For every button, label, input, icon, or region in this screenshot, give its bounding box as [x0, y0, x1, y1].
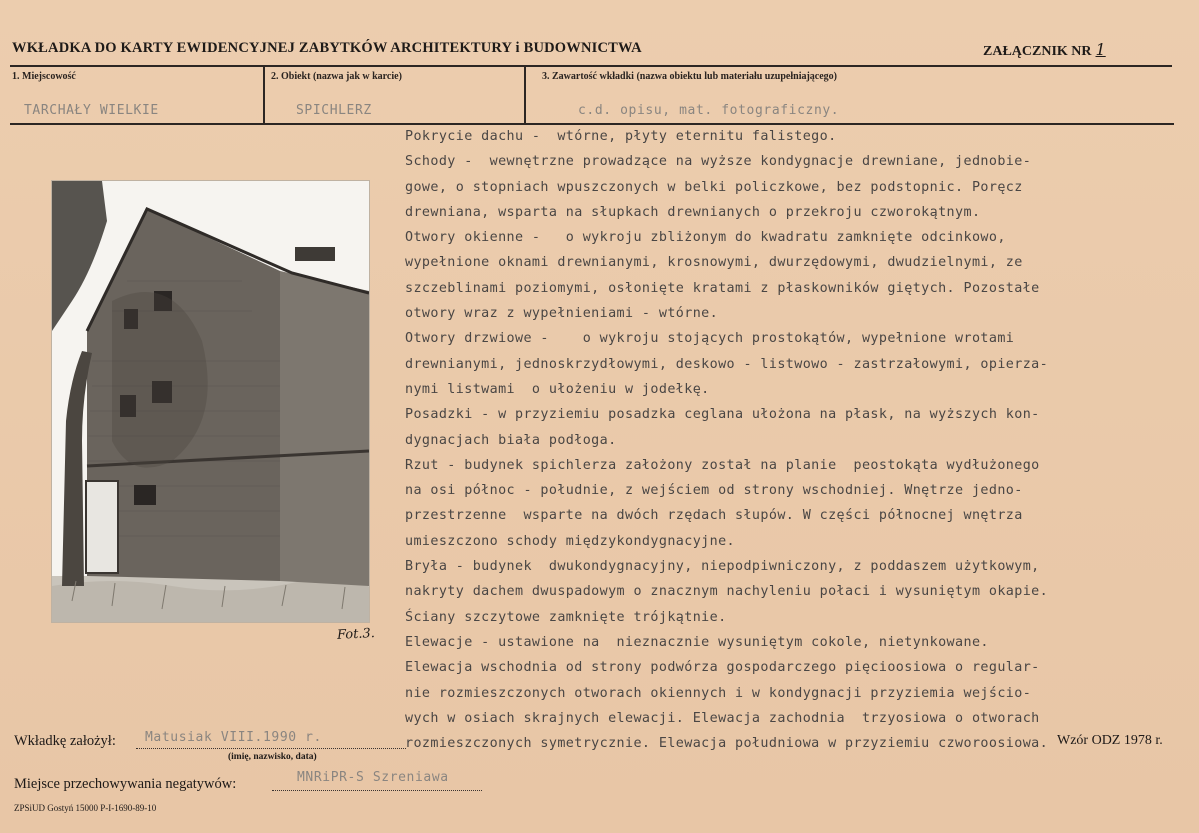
description-line: na osi północ - południe, z wejściem od strony wschodniej. Wnętrze jedno- — [405, 483, 1023, 499]
content-label: 3. Zawartość wkładki (nazwa obiektu lub materiału uzupełniającego) — [542, 71, 838, 82]
card-title: WKŁADKA DO KARTY EWIDENCYJNEJ ZABYTKÓW ARCHITEKTURY i BUDOWNICTWA — [12, 40, 642, 56]
annex-number: 1 — [1095, 40, 1106, 59]
description-line: Pokrycie dachu - wtórne, płyty eternitu falistego. — [405, 129, 837, 144]
storage-value: MNRiPR-S Szreniawa — [297, 770, 449, 785]
description-line: nie rozmieszczonych otworach okiennych i w kondygnacji przyziemia wejścio- — [405, 685, 1032, 701]
description-line: Schody - wewnętrzne prowadzące na wyższe kondygnacje drewniane, jednobie- — [405, 154, 1032, 170]
storage-label: Miejsce przechowywania negatywów: — [14, 776, 237, 792]
description-line: Otwory okienne - o wykroju zbliżonym do kwadratu zamknięte odcinkowo, — [405, 230, 1006, 246]
description-line: drewniana, wsparta na słupkach drewnianych o przekroju czworokątnym. — [405, 204, 981, 220]
description-line: wych w osiach skrajnych elewacji. Elewacja zachodnia trzyosiowa o otworach — [405, 710, 1040, 726]
description-line: dygnacjach biała podłoga. — [405, 432, 617, 448]
description-line: przestrzenne wsparte na dwóch rzędach słupów. W części północnej wnętrza — [405, 508, 1023, 524]
template-info: Wzór ODZ 1978 r. — [1057, 733, 1163, 748]
author-value: Matusiak VIII.1990 r. — [145, 730, 322, 745]
place-value: TARCHAŁY WIELKIE — [24, 103, 159, 118]
description-line: nymi listwami o ułożeniu w jodełkę. — [405, 381, 710, 397]
description-line: Elewacje - ustawione na nieznacznie wysuniętym cokole, nietynkowane. — [405, 634, 989, 650]
object-label: 2. Obiekt (nazwa jak w karcie) — [271, 71, 402, 82]
description-line: Posadzki - w przyziemiu posadzka ceglana ułożona na płask, na wyższych kon- — [405, 407, 1040, 423]
description-line: Rzut - budynek spichlerza założony został na planie peostokąta wydłużonego — [405, 457, 1040, 473]
object-value: SPICHLERZ — [296, 103, 372, 118]
author-hint: (imię, nazwisko, data) — [228, 752, 317, 762]
annex-label-text: ZAŁĄCZNIK NR — [983, 44, 1092, 59]
description-line: Ściany szczytowe zamknięte trójkątnie. — [405, 609, 727, 625]
description-line: nakryty dachem dwuspadowym o znacznym nachyleniu połaci i wysuniętym okapie. — [405, 584, 1049, 600]
description-line: Bryła - budynek dwukondygnacyjny, niepodpiwniczony, z poddaszem użytkowym, — [405, 559, 1040, 575]
description-line: wypełnione oknami drewnianymi, krosnowymi, dwurzędowymi, dwudzielnymi, ze — [405, 255, 1023, 271]
description-line: otwory wraz z wypełnieniami - wtórne. — [405, 306, 719, 322]
storage-dotted-line — [272, 789, 482, 791]
description-line: umieszczono schody międzykondygnacyjne. — [405, 533, 736, 549]
printer-info: ZPSiUD Gostyń 15000 P-I-1690-89-10 — [14, 803, 157, 813]
description-line: gowe, o stopniach wpuszczonych w belki policzkowe, bez podstopnic. Poręcz — [405, 179, 1023, 195]
author-label: Wkładkę założył: — [14, 733, 116, 749]
description-line: rozmieszczonych symetrycznie. Elewacja południowa w przyziemiu czworoosiowa. — [405, 736, 1049, 752]
header-rule-top — [10, 65, 1172, 67]
place-label: 1. Miejscowość — [12, 71, 76, 82]
field-divider-1 — [263, 67, 265, 123]
description-line: szczeblinami poziomymi, osłonięte kratami z płaskowników giętych. Pozostałe — [405, 280, 1040, 296]
photo-caption: Fot.3. — [336, 626, 376, 643]
description-line: Otwory drzwiowe - o wykroju stojących prostokątów, wypełnione wrotami — [405, 331, 1015, 347]
description-line: drewnianymi, jednoskrzydłowymi, deskowo - listwowo - zastrzałowymi, opierza- — [405, 356, 1049, 372]
granary-photo-illustration — [52, 181, 369, 622]
annex-label — [983, 40, 1106, 60]
content-value: c.d. opisu, mat. fotograficzny. — [578, 103, 840, 118]
building-photo — [52, 181, 369, 622]
description-line: Elewacja wschodnia od strony podwórza gospodarczego pięcioosiowa o regular- — [405, 660, 1040, 676]
field-divider-2 — [524, 67, 526, 123]
description-text — [405, 124, 1185, 756]
author-dotted-line — [136, 747, 406, 749]
